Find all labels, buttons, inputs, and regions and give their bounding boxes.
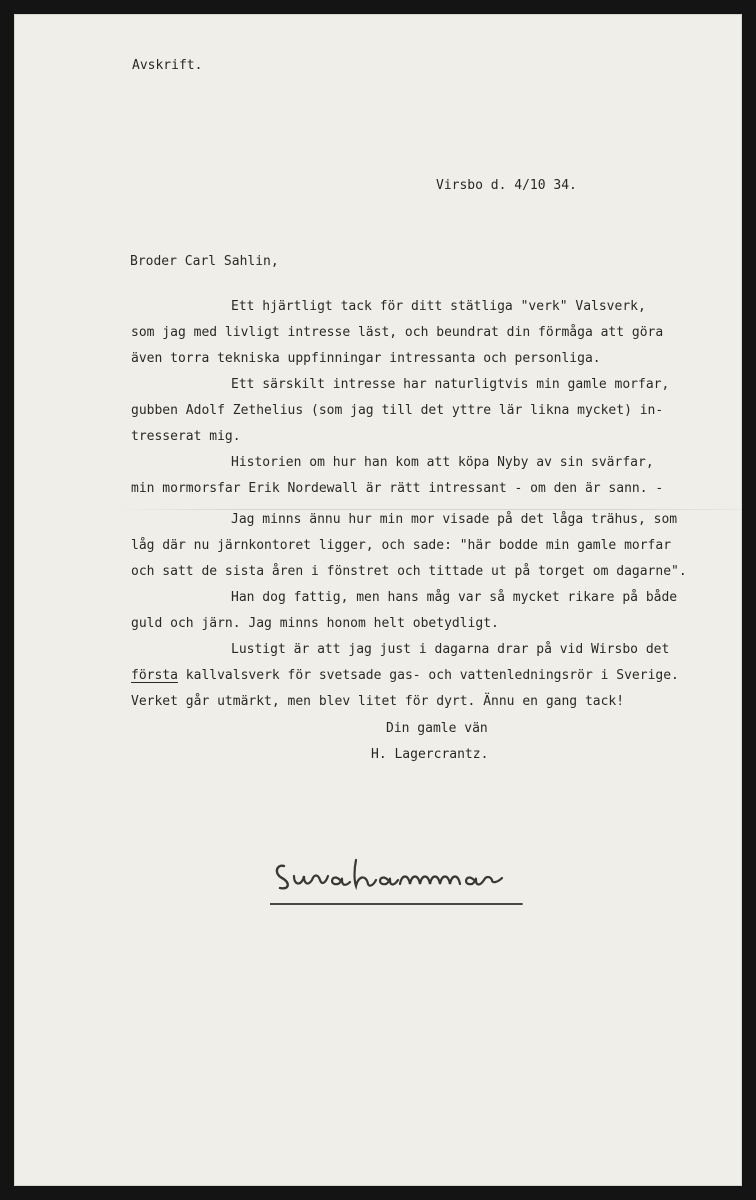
dateline: Virsbo d. 4/10 34. — [436, 178, 577, 193]
handwritten-annotation — [270, 850, 530, 910]
body-line: även torra tekniska uppfinningar intressanta och personliga. — [131, 351, 601, 366]
body-line: Han dog fattig, men hans måg var så mycket rikare på både — [231, 590, 678, 605]
body-line: Historien om hur han kom att köpa Nyby av sin svärfar, — [231, 455, 654, 470]
underlined-word: första — [131, 668, 178, 683]
body-line: låg där nu järnkontoret ligger, och sade: "här bodde min gamle morfar — [131, 538, 672, 553]
heading: Avskrift. — [132, 58, 203, 73]
signature-name: H. Lagercrantz. — [371, 747, 489, 762]
body-line: Ett särskilt intresse har naturligtvis min gamle morfar, — [231, 377, 670, 392]
body-line: Jag minns ännu hur min mor visade på det låga trähus, som — [231, 512, 678, 527]
body-line: Lustigt är att jag just i dagarna drar på vid Wirsbo det — [231, 642, 670, 657]
body-line: och satt de sista åren i fönstret och tittade ut på torget om dagarne". — [131, 564, 687, 579]
body-line: Verket går utmärkt, men blev litet för dyrt. Ännu en gang tack! — [131, 694, 625, 709]
body-line: Ett hjärtligt tack för ditt stätliga "verk" Valsverk, — [231, 299, 646, 314]
closing: Din gamle vän — [386, 721, 488, 736]
body-line: tresserat mig. — [131, 429, 241, 444]
body-line: gubben Adolf Zethelius (som jag till det yttre lär likna mycket) in- — [131, 403, 664, 418]
body-line-rest: kallvalsverk för svetsade gas- och vattenledningsrör i Sverige. — [185, 668, 679, 683]
letter-page — [14, 14, 742, 1186]
body-line-with-emphasis — [131, 668, 679, 684]
body-line: guld och järn. Jag minns honom helt obetydligt. — [131, 616, 499, 631]
body-line: min mormorsfar Erik Nordewall är rätt intressant - om den är sann. - — [131, 481, 664, 496]
body-line: som jag med livligt intresse läst, och beundrat din förmåga att göra — [131, 325, 664, 340]
paper-fold — [114, 509, 742, 510]
salutation: Broder Carl Sahlin, — [130, 254, 279, 269]
